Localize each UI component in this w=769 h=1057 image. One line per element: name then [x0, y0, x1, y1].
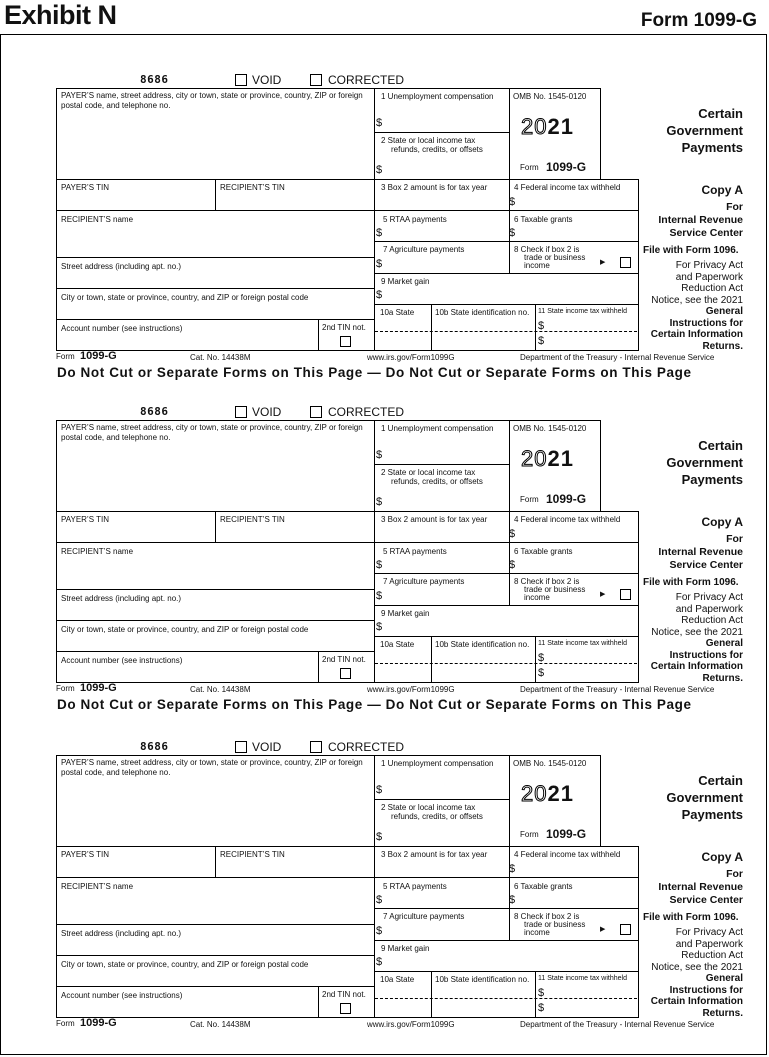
box7-label: 7 Agriculture payments — [383, 245, 465, 254]
void-checkbox[interactable] — [235, 74, 247, 86]
form-code: 8686 — [140, 740, 169, 753]
privacy-line8: Returns. — [702, 1007, 743, 1019]
second-tin-checkbox[interactable] — [340, 1003, 351, 1014]
box9-dollar: $ — [376, 621, 383, 633]
corrected-label: CORRECTED — [328, 740, 405, 754]
street-label: Street address (including apt. no.) — [61, 262, 182, 271]
box2-dollar: $ — [376, 164, 383, 176]
privacy-line4: Notice, see the 2021 — [651, 294, 743, 306]
corrected-label: CORRECTED — [328, 73, 405, 87]
void-label: VOID — [252, 73, 282, 87]
privacy-line2: and Paperwork — [675, 603, 743, 615]
box7-label: 7 Agriculture payments — [383, 577, 465, 586]
tax-year — [521, 114, 574, 140]
box8-label-line2: trade or business — [524, 585, 586, 594]
box8-label-line3: income — [524, 593, 550, 602]
corrected-checkbox[interactable] — [310, 741, 322, 753]
box8-arrow-icon: ▶ — [600, 591, 606, 598]
footer-form-word: Form — [56, 1019, 75, 1028]
street-label: Street address (including apt. no.) — [61, 594, 182, 603]
for-label: For — [726, 201, 743, 213]
box4-dollar: $ — [509, 863, 516, 875]
box7-dollar: $ — [376, 925, 383, 937]
box10b-label: 10b State identification no. — [435, 640, 530, 649]
form-word: Form — [520, 830, 539, 839]
box3-label: 3 Box 2 amount is for tax year — [381, 515, 488, 524]
box10b-label: 10b State identification no. — [435, 308, 530, 317]
footer-form-name: 1099-G — [80, 350, 117, 362]
irs-line2: Service Center — [669, 894, 743, 906]
footer-dept: Department of the Treasury - Internal Revenue Service — [520, 1020, 715, 1029]
box1-dollar: $ — [376, 117, 383, 129]
box11-label: 11 State income tax withheld — [538, 308, 627, 315]
privacy-line6: Instructions for — [669, 317, 743, 329]
void-checkbox[interactable] — [235, 741, 247, 753]
recipient-name-label: RECIPIENT’S name — [61, 215, 134, 224]
box1-label: 1 Unemployment compensation — [381, 92, 494, 101]
box9-label: 9 Market gain — [381, 277, 430, 286]
title-line1: Certain — [698, 106, 743, 121]
corrected-checkbox[interactable] — [310, 406, 322, 418]
box10a-label: 10a State — [380, 975, 415, 984]
box5-label: 5 RTAA payments — [383, 547, 447, 556]
copy-label: Copy A — [701, 183, 743, 197]
box2-label-line2: refunds, credits, or offsets — [391, 145, 483, 154]
form-code: 8686 — [140, 405, 169, 418]
privacy-notice — [651, 927, 743, 1019]
box8-label-line2: trade or business — [524, 920, 586, 929]
footer-cat-no: Cat. No. 14438M — [190, 353, 251, 362]
street-label: Street address (including apt. no.) — [61, 929, 182, 938]
privacy-line2: and Paperwork — [675, 271, 743, 283]
form-copy-2 — [0, 405, 769, 716]
box5-dollar: $ — [376, 559, 383, 571]
box4-label: 4 Federal income tax withheld — [514, 850, 621, 859]
form-name: 1099-G — [546, 492, 587, 506]
year-prefix: 20 — [521, 446, 548, 471]
privacy-line1: For Privacy Act — [675, 260, 743, 271]
privacy-line4: Notice, see the 2021 — [651, 626, 743, 638]
box1-dollar: $ — [376, 449, 383, 461]
privacy-line1: For Privacy Act — [675, 592, 743, 603]
footer-url: www.irs.gov/Form1099G — [367, 1020, 455, 1029]
box8-label-line1: 8 Check if box 2 is — [514, 912, 580, 921]
title-line3: Payments — [681, 807, 743, 822]
copy-label: Copy A — [701, 850, 743, 864]
privacy-line1: For Privacy Act — [675, 927, 743, 938]
copy-for — [658, 868, 743, 907]
box1-label: 1 Unemployment compensation — [381, 424, 494, 433]
privacy-notice — [651, 592, 743, 684]
footer-dept: Department of the Treasury - Internal Revenue Service — [520, 685, 715, 694]
box11-dollar-1: $ — [538, 320, 545, 332]
footer-form-name: 1099-G — [80, 1017, 117, 1029]
privacy-line3: Reduction Act — [681, 950, 743, 961]
payer-name-label: PAYER’S name, street address, city or town, state or province, country, ZIP or foreign postal code, and telephone no. — [61, 91, 363, 110]
title-line2: Government — [666, 455, 743, 470]
omb-number: OMB No. 1545-0120 — [513, 759, 587, 768]
form-copy-1 — [0, 73, 769, 384]
form-header: Form 1099-G — [640, 10, 757, 31]
footer-url: www.irs.gov/Form1099G — [367, 685, 455, 694]
city-label: City or town, state or province, country, and ZIP or foreign postal code — [61, 293, 309, 302]
copy-for — [658, 201, 743, 240]
for-label: For — [726, 868, 743, 880]
box2-label-line2: refunds, credits, or offsets — [391, 812, 483, 821]
box5-dollar: $ — [376, 894, 383, 906]
file-with: File with Form 1096. — [643, 912, 739, 923]
box4-label: 4 Federal income tax withheld — [514, 183, 621, 192]
box11-dollar-2: $ — [538, 667, 545, 679]
box8-checkbox[interactable] — [620, 589, 631, 600]
box6-label: 6 Taxable grants — [514, 547, 573, 556]
do-not-cut-2: Do Not Cut or Separate Forms on This Page — Do Not Cut or Separate Forms on This Page — [57, 697, 692, 712]
form-title — [666, 105, 743, 156]
irs-line1: Internal Revenue — [658, 546, 743, 558]
box9-dollar: $ — [376, 956, 383, 968]
account-label: Account number (see instructions) — [61, 324, 183, 333]
privacy-line6: Instructions for — [669, 649, 743, 661]
box8-label-line3: income — [524, 261, 550, 270]
form-title — [666, 772, 743, 823]
second-tin-label: 2nd TIN not. — [322, 655, 366, 664]
box7-label: 7 Agriculture payments — [383, 912, 465, 921]
box3-label: 3 Box 2 amount is for tax year — [381, 183, 488, 192]
second-tin-label: 2nd TIN not. — [322, 990, 366, 999]
box11-dollar-2: $ — [538, 1002, 545, 1014]
box8-label-line3: income — [524, 928, 550, 937]
form-name: 1099-G — [546, 160, 587, 174]
box8-arrow-icon: ▶ — [600, 259, 606, 266]
box11-label: 11 State income tax withheld — [538, 640, 627, 647]
copy-for — [658, 533, 743, 572]
privacy-line3: Reduction Act — [681, 283, 743, 294]
box11-dollar-1: $ — [538, 652, 545, 664]
box2-label-line1: 2 State or local income tax — [381, 136, 476, 145]
tax-year — [521, 781, 574, 807]
account-label: Account number (see instructions) — [61, 656, 183, 665]
box6-dollar: $ — [509, 894, 516, 906]
void-checkbox[interactable] — [235, 406, 247, 418]
footer-url: www.irs.gov/Form1099G — [367, 353, 455, 362]
payer-tin-label: PAYER’S TIN — [61, 183, 110, 192]
box9-label: 9 Market gain — [381, 944, 430, 953]
box6-dollar: $ — [509, 559, 516, 571]
privacy-line5: General — [705, 638, 743, 649]
second-tin-checkbox[interactable] — [340, 336, 351, 347]
box8-arrow-icon: ▶ — [600, 926, 606, 933]
footer-cat-no: Cat. No. 14438M — [190, 685, 251, 694]
privacy-line3: Reduction Act — [681, 615, 743, 626]
box2-label-line1: 2 State or local income tax — [381, 468, 476, 477]
box5-dollar: $ — [376, 227, 383, 239]
recipient-tin-label: RECIPIENT’S TIN — [220, 183, 285, 192]
footer-dept: Department of the Treasury - Internal Revenue Service — [520, 353, 715, 362]
form-copy-3 — [0, 740, 769, 1051]
footer-form-name: 1099-G — [80, 682, 117, 694]
city-label: City or town, state or province, country, and ZIP or foreign postal code — [61, 960, 309, 969]
omb-number: OMB No. 1545-0120 — [513, 92, 587, 101]
void-label: VOID — [252, 405, 282, 419]
file-with: File with Form 1096. — [643, 577, 739, 588]
exhibit-title: Exhibit N — [4, 0, 117, 30]
box7-dollar: $ — [376, 258, 383, 270]
title-line3: Payments — [681, 140, 743, 155]
box8-label-line1: 8 Check if box 2 is — [514, 577, 580, 586]
payer-tin-label: PAYER’S TIN — [61, 850, 110, 859]
form-code: 8686 — [140, 73, 169, 86]
footer-cat-no: Cat. No. 14438M — [190, 1020, 251, 1029]
privacy-line7: Certain Information — [650, 329, 743, 340]
year-suffix: 21 — [547, 446, 574, 471]
year-suffix: 21 — [547, 781, 574, 806]
box11-label: 11 State income tax withheld — [538, 975, 627, 982]
box9-label: 9 Market gain — [381, 609, 430, 618]
box10b-label: 10b State identification no. — [435, 975, 530, 984]
box5-label: 5 RTAA payments — [383, 882, 447, 891]
box8-checkbox[interactable] — [620, 257, 631, 268]
box8-label-line1: 8 Check if box 2 is — [514, 245, 580, 254]
omb-number: OMB No. 1545-0120 — [513, 424, 587, 433]
privacy-line8: Returns. — [702, 340, 743, 352]
year-prefix: 20 — [521, 781, 548, 806]
box4-label: 4 Federal income tax withheld — [514, 515, 621, 524]
box7-dollar: $ — [376, 590, 383, 602]
box2-dollar: $ — [376, 496, 383, 508]
irs-line1: Internal Revenue — [658, 214, 743, 226]
tax-year — [521, 446, 574, 472]
box6-label: 6 Taxable grants — [514, 882, 573, 891]
privacy-notice — [651, 260, 743, 352]
form-word: Form — [520, 163, 539, 172]
box10a-label: 10a State — [380, 640, 415, 649]
box2-dollar: $ — [376, 831, 383, 843]
privacy-line4: Notice, see the 2021 — [651, 961, 743, 973]
box9-dollar: $ — [376, 289, 383, 301]
do-not-cut-1: Do Not Cut or Separate Forms on This Page — Do Not Cut or Separate Forms on This Page — [57, 365, 692, 380]
privacy-line2: and Paperwork — [675, 938, 743, 950]
privacy-line5: General — [705, 973, 743, 984]
box4-dollar: $ — [509, 196, 516, 208]
second-tin-label: 2nd TIN not. — [322, 323, 366, 332]
recipient-tin-label: RECIPIENT’S TIN — [220, 850, 285, 859]
payer-name-label: PAYER’S name, street address, city or town, state or province, country, ZIP or foreign postal code, and telephone no. — [61, 758, 363, 777]
title-line3: Payments — [681, 472, 743, 487]
footer-form-word: Form — [56, 684, 75, 693]
year-prefix: 20 — [521, 114, 548, 139]
privacy-line8: Returns. — [702, 672, 743, 684]
recipient-name-label: RECIPIENT’S name — [61, 882, 134, 891]
privacy-line5: General — [705, 306, 743, 317]
recipient-tin-label: RECIPIENT’S TIN — [220, 515, 285, 524]
box1-dollar: $ — [376, 784, 383, 796]
title-line1: Certain — [698, 438, 743, 453]
box1-label: 1 Unemployment compensation — [381, 759, 494, 768]
void-label: VOID — [252, 740, 282, 754]
payer-tin-label: PAYER’S TIN — [61, 515, 110, 524]
account-label: Account number (see instructions) — [61, 991, 183, 1000]
box6-dollar: $ — [509, 227, 516, 239]
box2-label-line1: 2 State or local income tax — [381, 803, 476, 812]
form-word: Form — [520, 495, 539, 504]
box5-label: 5 RTAA payments — [383, 215, 447, 224]
box11-dollar-2: $ — [538, 335, 545, 347]
city-label: City or town, state or province, country, and ZIP or foreign postal code — [61, 625, 309, 634]
corrected-checkbox[interactable] — [310, 74, 322, 86]
year-suffix: 21 — [547, 114, 574, 139]
box2-label-line2: refunds, credits, or offsets — [391, 477, 483, 486]
irs-line1: Internal Revenue — [658, 881, 743, 893]
form-title — [666, 437, 743, 488]
box3-label: 3 Box 2 amount is for tax year — [381, 850, 488, 859]
payer-name-label: PAYER’S name, street address, city or town, state or province, country, ZIP or foreign postal code, and telephone no. — [61, 423, 363, 442]
privacy-line6: Instructions for — [669, 984, 743, 996]
title-line2: Government — [666, 123, 743, 138]
privacy-line7: Certain Information — [650, 996, 743, 1007]
box8-checkbox[interactable] — [620, 924, 631, 935]
box4-dollar: $ — [509, 528, 516, 540]
second-tin-checkbox[interactable] — [340, 668, 351, 679]
copy-label: Copy A — [701, 515, 743, 529]
box6-label: 6 Taxable grants — [514, 215, 573, 224]
box10a-label: 10a State — [380, 308, 415, 317]
irs-line2: Service Center — [669, 227, 743, 239]
box11-dollar-1: $ — [538, 987, 545, 999]
for-label: For — [726, 533, 743, 545]
file-with: File with Form 1096. — [643, 245, 739, 256]
title-line2: Government — [666, 790, 743, 805]
form-name: 1099-G — [546, 827, 587, 841]
privacy-line7: Certain Information — [650, 661, 743, 672]
footer-form-word: Form — [56, 352, 75, 361]
corrected-label: CORRECTED — [328, 405, 405, 419]
irs-line2: Service Center — [669, 559, 743, 571]
title-line1: Certain — [698, 773, 743, 788]
recipient-name-label: RECIPIENT’S name — [61, 547, 134, 556]
box8-label-line2: trade or business — [524, 253, 586, 262]
